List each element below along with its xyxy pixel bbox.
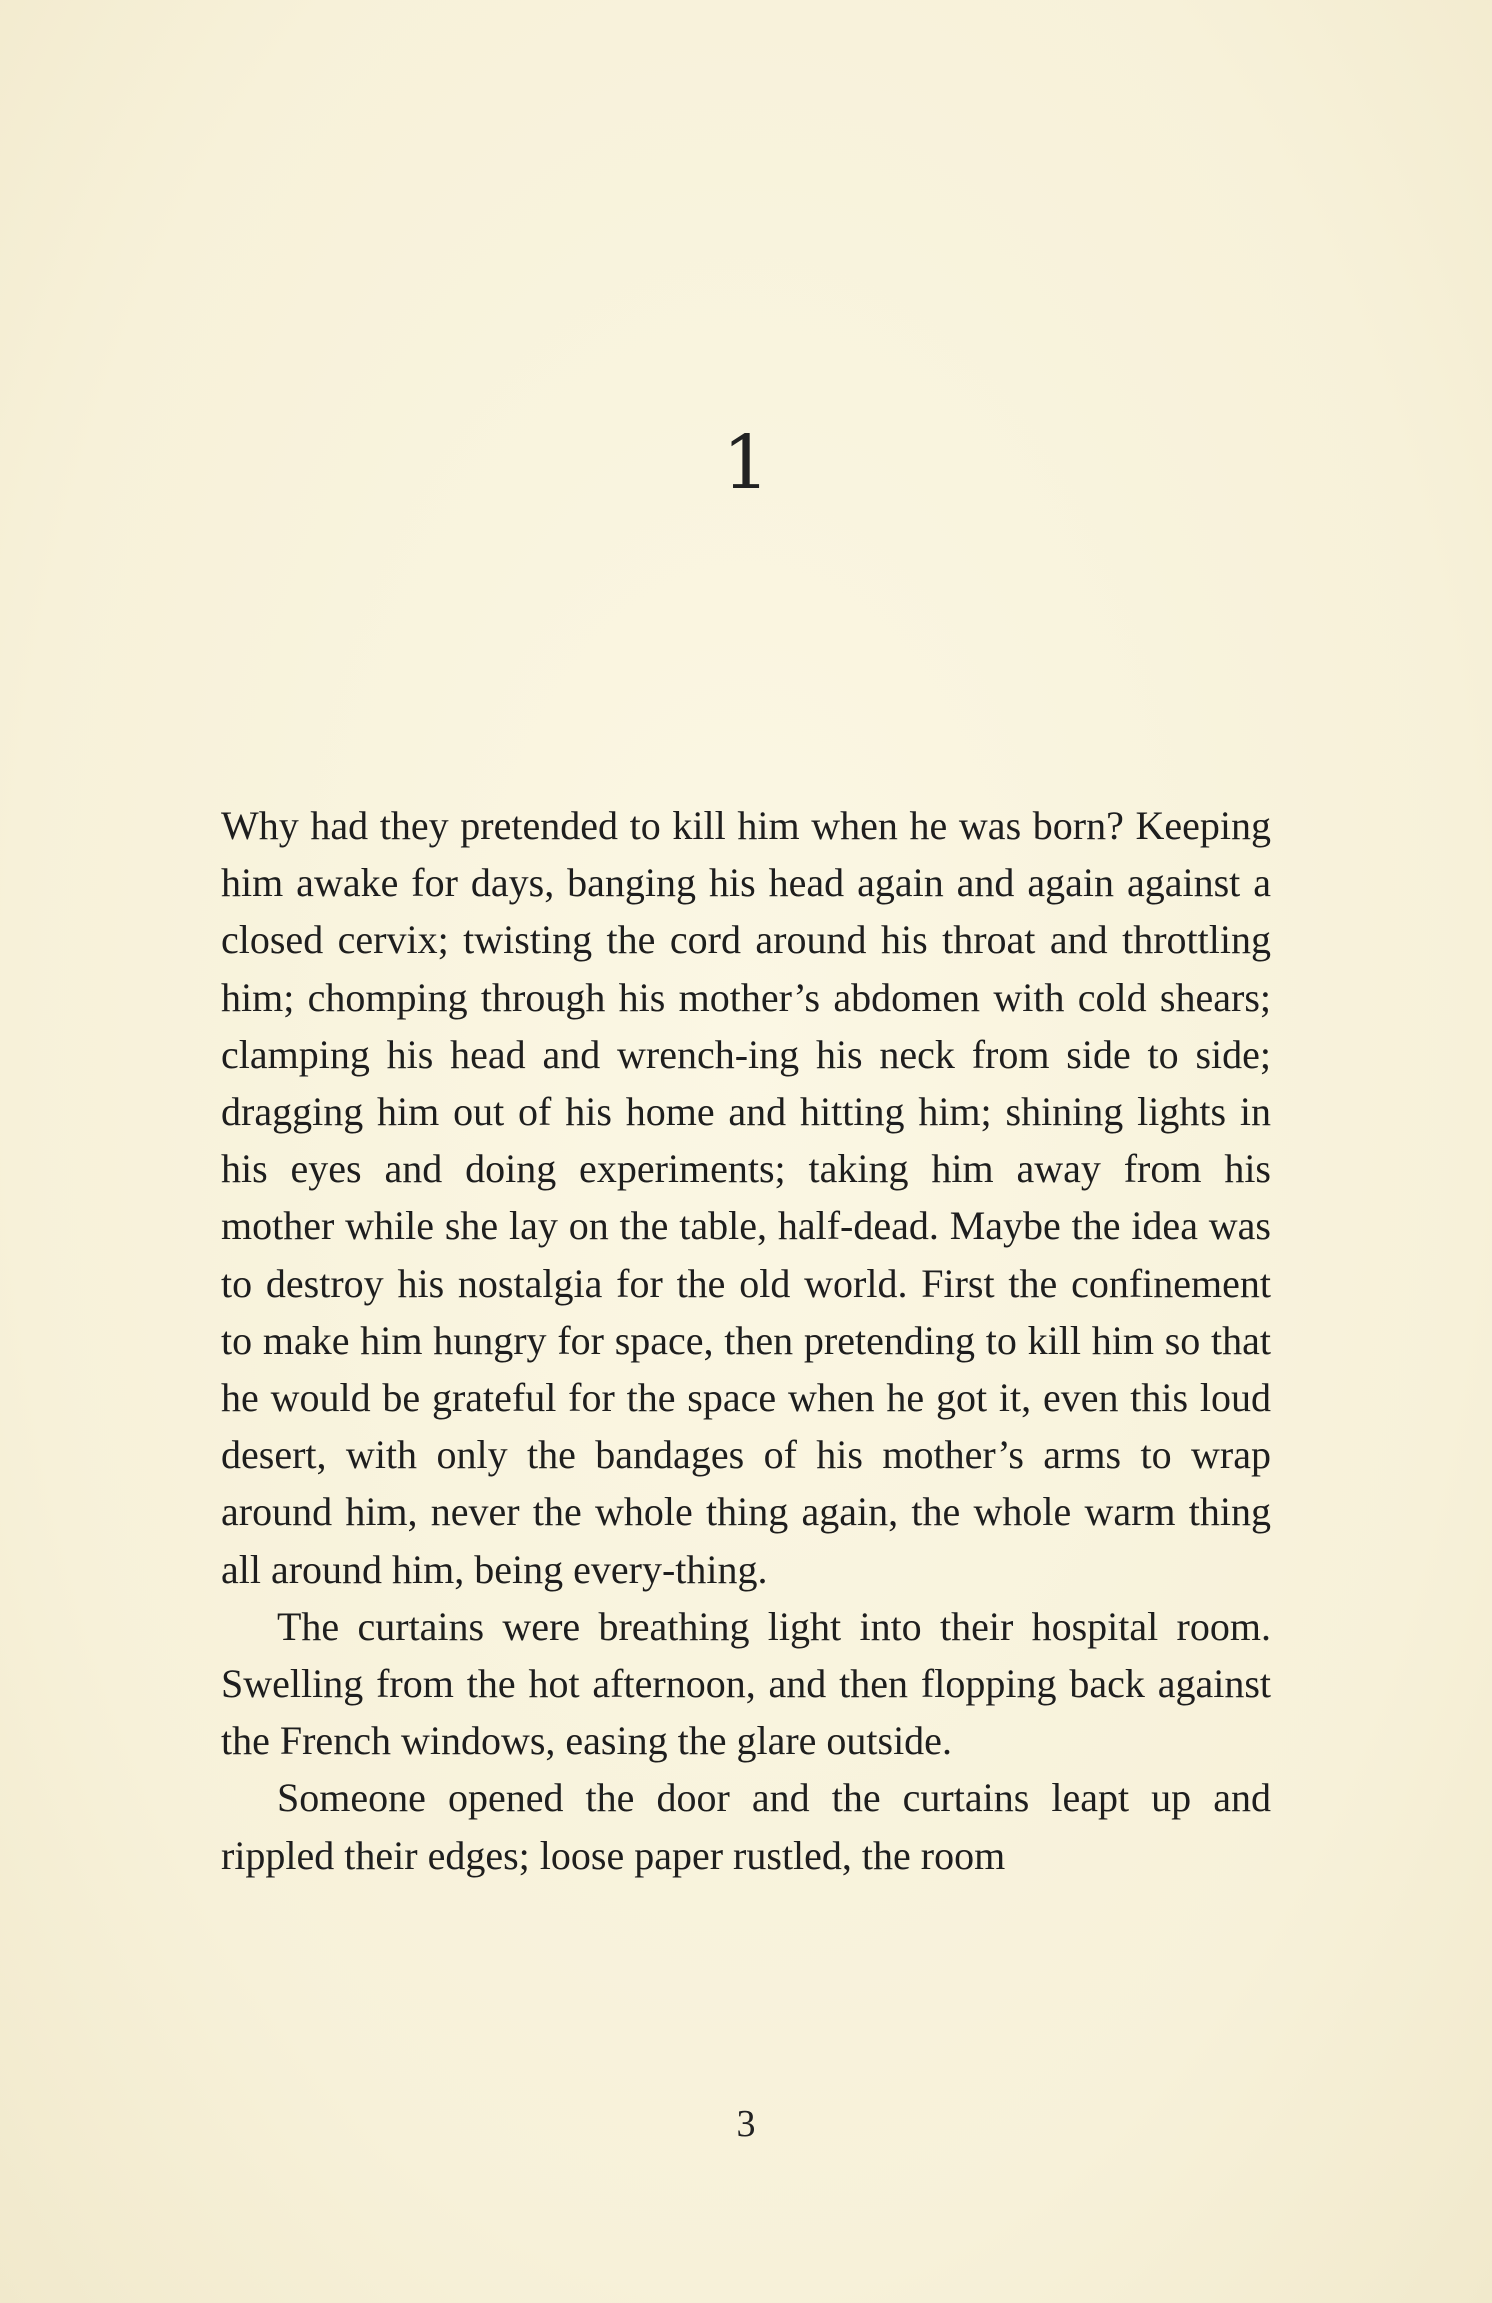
paragraph-2: The curtains were breathing light into their hospital room. Swelling from the hot afternoon, and then flopping back against the French windows, easing the glare outside. bbox=[221, 1603, 1271, 1764]
paragraph-1: Why had they pretended to kill him when he was born? Keeping him awake for days, banging his head again and again against a closed cervix; twisting the cord around his throat and throttling him; chomping through his mother’s abdomen with cold shears; clamping his head and wrench-ing his neck from side to side; dragging him out of his home and hitting him; shining lights in his eyes and doing experiments; taking him away from his mother while she lay on the table, half-dead. Maybe the idea was to destroy his nostalgia for the old world. First the confinement to make him hungry for space, then pretending to kill him so that he would be grateful for the space when he got it, even this loud desert, with only the bandages of his mother’s arms to wrap around him, never the whole thing again, the whole warm thing all around him, being every-thing. bbox=[221, 803, 1271, 1592]
paragraph-3: Someone opened the door and the curtains leapt up and rippled their edges; loose paper rustled, the room bbox=[221, 1775, 1271, 1878]
page-number: 3 bbox=[736, 2103, 756, 2145]
chapter-number: 1 bbox=[722, 420, 770, 506]
body-text bbox=[221, 797, 1271, 1884]
